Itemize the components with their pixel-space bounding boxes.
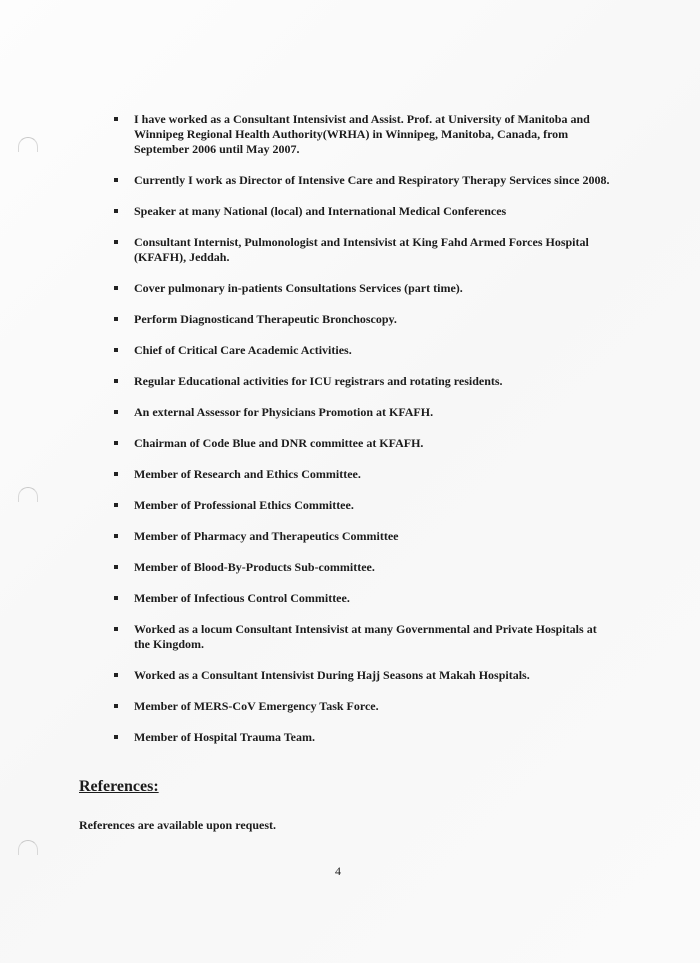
bullet-icon: [114, 317, 118, 321]
bullet-icon: [114, 209, 118, 213]
bullet-icon: [114, 503, 118, 507]
list-item: Regular Educational activities for ICU registrars and rotating residents.: [112, 374, 612, 389]
list-item: Speaker at many National (local) and International Medical Conferences: [112, 204, 612, 219]
page-number: 4: [335, 864, 341, 878]
list-item: Worked as a locum Consultant Intensivist at many Governmental and Private Hospitals at the Kingdom.: [112, 622, 612, 652]
bullet-icon: [114, 596, 118, 600]
bullet-icon: [114, 735, 118, 739]
list-item: Member of Infectious Control Committee.: [112, 591, 612, 606]
bullet-icon: [114, 627, 118, 631]
bullet-icon: [114, 117, 118, 121]
punch-hole-mark: [18, 840, 38, 855]
bullet-icon: [114, 379, 118, 383]
list-item: Chief of Critical Care Academic Activities.: [112, 343, 612, 358]
bullet-icon: [114, 673, 118, 677]
list-item: Cover pulmonary in-patients Consultations Services (part time).: [112, 281, 612, 296]
bullet-icon: [114, 410, 118, 414]
list-item: Perform Diagnosticand Therapeutic Bronchoscopy.: [112, 312, 612, 327]
bullet-icon: [114, 348, 118, 352]
experience-list: [112, 112, 612, 761]
list-item: Member of Pharmacy and Therapeutics Committee: [112, 529, 612, 544]
references-heading: References:: [79, 778, 159, 795]
list-item: Consultant Internist, Pulmonologist and Intensivist at King Fahd Armed Forces Hospital (KFAFH), Jeddah.: [112, 235, 612, 265]
bullet-icon: [114, 240, 118, 244]
bullet-icon: [114, 565, 118, 569]
list-item: An external Assessor for Physicians Promotion at KFAFH.: [112, 405, 612, 420]
punch-hole-mark: [18, 487, 38, 502]
list-item: Member of Hospital Trauma Team.: [112, 730, 612, 745]
list-item: Member of Research and Ethics Committee.: [112, 467, 612, 482]
bullet-icon: [114, 704, 118, 708]
list-item: I have worked as a Consultant Intensivist and Assist. Prof. at University of Manitoba and Winnipeg Regional Health Authority(WRHA) in Winnipeg, Manitoba, Canada, from September 2006 until May 2007.: [112, 112, 612, 157]
references-text: References are available upon request.: [79, 818, 276, 832]
list-item: Currently I work as Director of Intensive Care and Respiratory Therapy Services since 2008.: [112, 173, 612, 188]
punch-hole-mark: [18, 137, 38, 152]
list-item: Member of Blood-By-Products Sub-committee.: [112, 560, 612, 575]
bullet-icon: [114, 286, 118, 290]
list-item: Chairman of Code Blue and DNR committee at KFAFH.: [112, 436, 612, 451]
list-item: Worked as a Consultant Intensivist During Hajj Seasons at Makah Hospitals.: [112, 668, 612, 683]
bullet-icon: [114, 441, 118, 445]
list-item: Member of MERS-CoV Emergency Task Force.: [112, 699, 612, 714]
bullet-icon: [114, 534, 118, 538]
list-item: Member of Professional Ethics Committee.: [112, 498, 612, 513]
bullet-icon: [114, 178, 118, 182]
bullet-icon: [114, 472, 118, 476]
